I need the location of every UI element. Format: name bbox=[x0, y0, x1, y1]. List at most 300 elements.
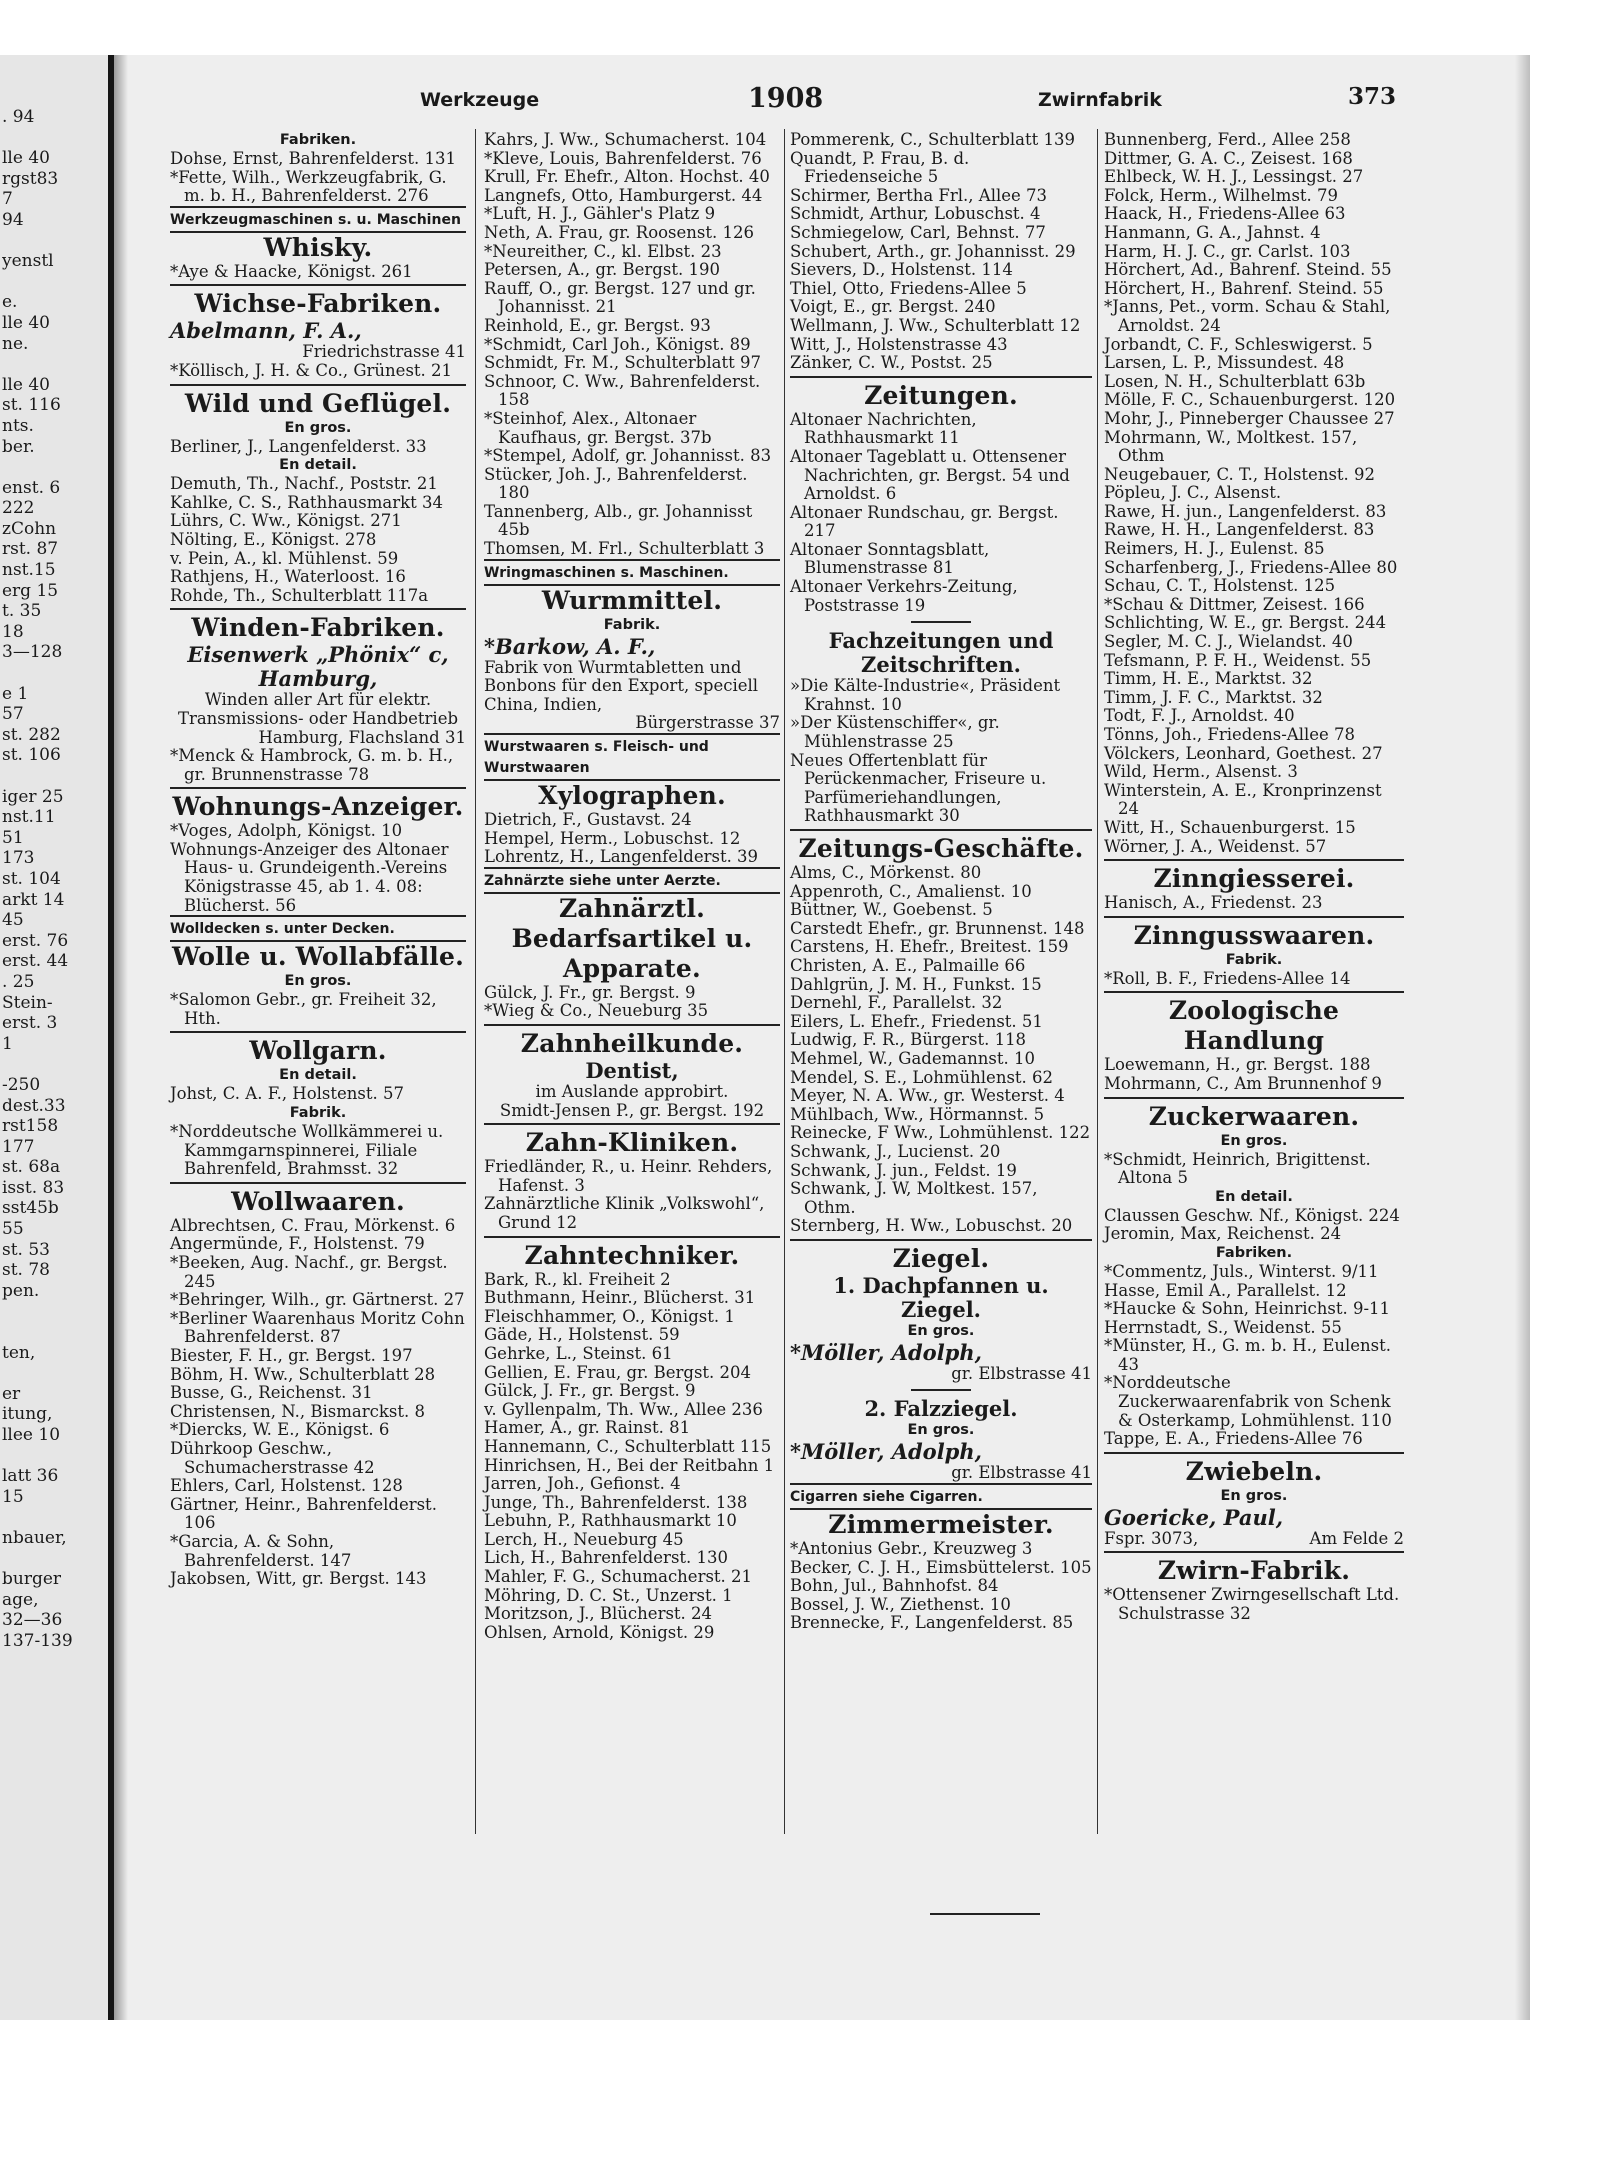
entry: Hörchert, Ad., Bahrenf. Steind. 55 bbox=[1104, 260, 1392, 280]
fragment-line: lle 40 bbox=[2, 148, 50, 169]
entry: Friedländer, R., u. Heinr. Rehders, Hafenst. 3 bbox=[484, 1157, 773, 1195]
fragment-line: erst. 76 bbox=[2, 930, 69, 951]
entry: Tönns, Joh., Friedens-Allee 78 bbox=[1104, 725, 1356, 744]
firm-address: Am Felde 2 bbox=[1309, 1528, 1404, 1548]
entry-list bbox=[484, 131, 780, 559]
entry: Loewemann, H., gr. Bergst. 188 bbox=[1104, 1055, 1371, 1075]
entry: *Voges, Adolph, Königst. 10 bbox=[170, 821, 403, 841]
entry: Hanisch, A., Friedenst. 23 bbox=[1104, 893, 1323, 913]
entry: Winterstein, A. E., Kronprinzenst 24 bbox=[1104, 780, 1382, 819]
entry: *Stempel, Adolf, gr. Johannisst. 83 bbox=[484, 446, 772, 466]
entry: Christensen, N., Bismarckst. 8 bbox=[170, 1401, 425, 1421]
short-rule bbox=[911, 1389, 971, 1391]
fragment-line bbox=[2, 231, 106, 252]
entry: Hempel, Herm., Lobuschst. 12 bbox=[484, 828, 741, 848]
page-edge-shadow bbox=[1515, 55, 1530, 2020]
subheading: En gros. bbox=[284, 973, 352, 990]
entry: Johst, C. A. F., Holstenst. 57 bbox=[170, 1084, 404, 1104]
fragment-line: . 25 bbox=[2, 971, 35, 992]
entry: Pommerenk, C., Schulterblatt 139 bbox=[790, 130, 1075, 149]
entry: Gäde, H., Holstenst. 59 bbox=[484, 1325, 680, 1345]
fragment-line: 3—128 bbox=[2, 642, 63, 663]
firm-address: gr. Elbstrasse 41 bbox=[951, 1363, 1092, 1383]
entry: *Fette, Wilh., Werkzeugfabrik, G. m. b. H., Bahrenfelderst. 276 bbox=[170, 167, 447, 206]
page-number: 373 bbox=[1348, 83, 1397, 110]
entry: *Haucke & Sohn, Heinrichst. 9-11 bbox=[1104, 1299, 1391, 1319]
entry: *Commentz, Juls., Winterst. 9/11 bbox=[1104, 1261, 1379, 1281]
firm-address: Friedrichstrasse 41 bbox=[302, 342, 466, 362]
entry: Altonaer Rundschau, gr. Bergst. 217 bbox=[790, 502, 1059, 541]
fragment-line: 1 bbox=[2, 1033, 13, 1054]
entry: Dohse, Ernst, Bahrenfelderst. 131 bbox=[170, 149, 456, 168]
entry-list bbox=[170, 150, 466, 206]
fragment-line: enst. 6 bbox=[2, 477, 61, 498]
section-rule bbox=[1104, 1551, 1404, 1553]
entry: Thiel, Otto, Friedens-Allee 5 bbox=[790, 278, 1027, 298]
fragment-line: lle 40 bbox=[2, 312, 50, 333]
entry: »Die Kälte-Industrie«, Präsident Krahnst. 10 bbox=[790, 676, 1061, 714]
entry: Hamer, A., gr. Rainst. 81 bbox=[484, 1418, 691, 1438]
entry: Todt, F. J., Arnoldst. 40 bbox=[1104, 706, 1295, 726]
header-year: 1908 bbox=[748, 83, 824, 114]
entry: Zänker, C. W., Postst. 25 bbox=[790, 353, 993, 373]
entry: Dittmer, G. A. C., Zeisest. 168 bbox=[1104, 148, 1353, 168]
entry: Bossel, J. W., Ziethenst. 10 bbox=[790, 1594, 1011, 1614]
subheading: Fabriken. bbox=[1215, 1244, 1293, 1261]
entry: *Garcia, A. & Sohn, Bahrenfelderst. 147 bbox=[170, 1531, 352, 1570]
fragment-line: 57 bbox=[2, 704, 24, 725]
entry: Schwank, J. W, Moltkest. 157, Othm. bbox=[790, 1179, 1038, 1217]
section-rule bbox=[484, 1123, 780, 1125]
entry: *Kleve, Louis, Bahrenfelderst. 76 bbox=[484, 148, 762, 168]
entry: Tefsmann, P. F. H., Weidenst. 55 bbox=[1104, 650, 1372, 670]
entry: Ehlers, Carl, Holstenst. 128 bbox=[170, 1476, 403, 1496]
firm-name: Abelmann, F. A., bbox=[170, 318, 362, 344]
ref-text: Cigarren siehe Cigarren. bbox=[790, 1489, 983, 1506]
section-rule bbox=[1104, 1097, 1404, 1099]
entry: Hannemann, C., Schulterblatt 115 bbox=[484, 1436, 772, 1456]
entry: Herrnstadt, S., Weidenst. 55 bbox=[1104, 1317, 1342, 1337]
entry: Berliner, J., Langenfelderst. 33 bbox=[170, 436, 427, 456]
entry: Schmidt, Fr. M., Schulterblatt 97 bbox=[484, 353, 761, 373]
section-title: Fachzeitungen und Zeitschriften. bbox=[828, 628, 1054, 678]
subheading: En gros. bbox=[907, 1422, 975, 1439]
fragment-line: 55 bbox=[2, 1219, 24, 1240]
firm-name: *Möller, Adolph, bbox=[790, 1439, 982, 1465]
fragment-line: 173 bbox=[2, 848, 35, 869]
entry: Scharfenberg, J., Friedens-Allee 80 bbox=[1104, 557, 1398, 577]
section-rule bbox=[170, 608, 466, 610]
section-title: Zahntechniker. bbox=[524, 1240, 740, 1270]
entry: *Menck & Hambrock, G. m. b. H., gr. Brunnenstrasse 78 bbox=[170, 746, 454, 784]
entry: Sternberg, H. Ww., Lobuschst. 20 bbox=[790, 1216, 1073, 1236]
entry: Bohn, Jul., Bahnhofst. 84 bbox=[790, 1576, 999, 1596]
firm-name: Eisenwerk „Phönix“ c, Hamburg, bbox=[187, 642, 449, 692]
section-title: Zahn-Kliniken. bbox=[525, 1128, 739, 1158]
section-title: Zwirn-Fabrik. bbox=[1157, 1556, 1351, 1586]
ref-text: Zahnärzte siehe unter Aerzte. bbox=[484, 872, 721, 889]
entry: Schmidt, Arthur, Lobuschst. 4 bbox=[790, 204, 1041, 224]
entry: *Köllisch, J. H. & Co., Grünest. 21 bbox=[170, 360, 453, 380]
entry: Timm, J. F. C., Marktst. 32 bbox=[1104, 687, 1323, 707]
section-title: Ziegel. bbox=[892, 1243, 990, 1273]
entry: Junge, Th., Bahrenfelderst. 138 bbox=[484, 1492, 748, 1512]
entry: Lebuhn, P., Rathhausmarkt 10 bbox=[484, 1511, 737, 1531]
entry: Gärtner, Heinr., Bahrenfelderst. 106 bbox=[170, 1494, 437, 1533]
column-rule bbox=[1097, 129, 1098, 1834]
section-title: Wolle u. Wollabfälle. bbox=[171, 942, 465, 972]
section-title: Zinngiesserei. bbox=[1153, 864, 1355, 894]
column-1 bbox=[170, 131, 466, 1589]
entry-list bbox=[484, 811, 780, 867]
column-3 bbox=[790, 131, 1092, 1633]
section-title: Wild und Geflügel. bbox=[184, 388, 452, 418]
entry: v. Pein, A., kl. Mühlenst. 59 bbox=[170, 548, 399, 568]
fragment-line: erg 15 bbox=[2, 580, 59, 601]
entry: Wellmann, J. Ww., Schulterblatt 12 bbox=[790, 315, 1081, 335]
entry: Hinrichsen, H., Bei der Reitbahn 1 bbox=[484, 1455, 775, 1475]
entry: Bunnenberg, Ferd., Allee 258 bbox=[1104, 130, 1351, 149]
fragment-line: st. 106 bbox=[2, 745, 61, 766]
fragment-line: er bbox=[2, 1383, 21, 1404]
fragment-line: 32—36 bbox=[2, 1610, 63, 1631]
fragment-line bbox=[2, 1301, 106, 1322]
subheading: En detail. bbox=[279, 457, 357, 474]
fragment-line: st. 104 bbox=[2, 868, 61, 889]
entry: Larsen, L. P., Missundest. 48 bbox=[1104, 353, 1345, 373]
subheading: En gros. bbox=[284, 419, 352, 436]
section-title: Winden-Fabriken. bbox=[191, 613, 445, 643]
entry: Brennecke, F., Langenfelderst. 85 bbox=[790, 1613, 1074, 1633]
entry: Reinecke, F Ww., Lohmühlenst. 122 bbox=[790, 1123, 1091, 1143]
entry: v. Gyllenpalm, Th. Ww., Allee 236 bbox=[484, 1399, 763, 1419]
fragment-line: dest.33 bbox=[2, 1095, 66, 1116]
entry: Dahlgrün, J. M. H., Funkst. 15 bbox=[790, 974, 1042, 994]
section-title: Zeitungs-Geschäfte. bbox=[798, 834, 1084, 863]
entry: Mendel, S. E., Lohmühlenst. 62 bbox=[790, 1067, 1054, 1087]
entry: Mühlbach, Ww., Hörmannst. 5 bbox=[790, 1104, 1045, 1124]
fragment-line: nst.11 bbox=[2, 807, 56, 828]
entry: Haack, H., Friedens-Allee 63 bbox=[1104, 204, 1346, 224]
running-header bbox=[170, 83, 1397, 123]
entry: Pöpleu, J. C., Alsenst. bbox=[1104, 483, 1282, 503]
entry: Angermünde, F., Holstenst. 79 bbox=[170, 1234, 425, 1254]
spine-shadow bbox=[114, 55, 128, 2020]
fragment-line: isst. 83 bbox=[2, 1177, 65, 1198]
subheading: En gros. bbox=[1220, 1132, 1288, 1149]
entry: Carstens, H. Ehefr., Breitest. 159 bbox=[790, 937, 1069, 957]
entry: Rathjens, H., Waterloost. 16 bbox=[170, 567, 406, 587]
entry: Hasse, Emil A., Parallelst. 12 bbox=[1104, 1280, 1347, 1300]
entry: Rauff, O., gr. Bergst. 127 und gr. Johannisst. 21 bbox=[484, 278, 756, 317]
fragment-line: ten, bbox=[2, 1342, 36, 1363]
fragment-line: t. 35 bbox=[2, 601, 42, 622]
entry-list bbox=[1104, 1056, 1404, 1093]
entry: Eilers, L. Ehefr., Friedenst. 51 bbox=[790, 1011, 1043, 1031]
subheading: En gros. bbox=[907, 1322, 975, 1339]
section-title: Zimmermeister. bbox=[828, 1510, 1054, 1540]
entry: Büttner, W., Goebenst. 5 bbox=[790, 900, 993, 920]
fragment-line: erst. 3 bbox=[2, 1013, 58, 1034]
entry: *Diercks, W. E., Königst. 6 bbox=[170, 1420, 390, 1440]
entry: Folck, Herm., Wilhelmst. 79 bbox=[1104, 185, 1339, 205]
entry: Ludwig, F. R., Bürgerst. 118 bbox=[790, 1030, 1027, 1050]
entry: Witt, J., Holstenstrasse 43 bbox=[790, 334, 1008, 354]
entry: Altonaer Tageblatt u. Ottensener Nachrichten, gr. Bergst. 54 und Arnoldst. 6 bbox=[790, 446, 1070, 504]
fragment-line bbox=[2, 272, 106, 293]
fragment-line: ber. bbox=[2, 436, 35, 457]
firm-name: *Möller, Adolph, bbox=[790, 1339, 982, 1365]
entry: *Berliner Waarenhaus Moritz Cohn Bahrenfelderst. 87 bbox=[170, 1308, 465, 1347]
subheading: Fabrik. bbox=[289, 1105, 347, 1122]
entry: *Janns, Pet., vorm. Schau & Stahl, Arnoldst. 24 bbox=[1104, 297, 1391, 335]
fragment-line: Stein- bbox=[2, 992, 53, 1013]
fragment-line bbox=[2, 663, 106, 684]
fragment-line: nts. bbox=[2, 415, 34, 436]
entry: *Luft, H. J., Gähler's Platz 9 bbox=[484, 204, 716, 224]
section-title: Wichse-Fabriken. bbox=[194, 289, 442, 319]
fragment-line: 15 bbox=[2, 1486, 24, 1507]
fragment-line: sst45b bbox=[2, 1198, 59, 1219]
section-title: Zoologische Handlung bbox=[1168, 996, 1340, 1056]
entry: Lich, H., Bahrenfelderst. 130 bbox=[484, 1548, 729, 1568]
fragment-line bbox=[2, 1446, 106, 1467]
column-rule bbox=[784, 129, 785, 1834]
entry: Sievers, D., Holstenst. 114 bbox=[790, 260, 1013, 280]
entry: Claussen Geschw. Nf., Königst. 224 bbox=[1104, 1205, 1400, 1225]
entry: Demuth, Th., Nachf., Poststr. 21 bbox=[170, 474, 438, 494]
fragment-line bbox=[2, 354, 106, 375]
entry: Schwank, J. jun., Feldst. 19 bbox=[790, 1160, 1017, 1180]
entry: Rawe, H. H., Langenfelderst. 83 bbox=[1104, 520, 1375, 540]
entry: Kahlke, C. S., Rathhausmarkt 34 bbox=[170, 492, 443, 512]
entry-list bbox=[484, 1271, 780, 1643]
fragment-line: rst158 bbox=[2, 1116, 59, 1137]
entry: *Salomon Gebr., gr. Freiheit 32, Hth. bbox=[170, 990, 437, 1028]
fragment-line: st. 282 bbox=[2, 724, 61, 745]
entry: Schmiegelow, Carl, Behnst. 77 bbox=[790, 222, 1046, 242]
entry: Altonaer Nachrichten, Rathhausmarkt 11 bbox=[790, 409, 977, 448]
footer-rule bbox=[930, 1913, 1040, 1915]
firm-address: gr. Elbstrasse 41 bbox=[951, 1463, 1092, 1483]
entry: Witt, H., Schauenburgerst. 15 bbox=[1104, 817, 1356, 837]
entry: Mahler, F. G., Schumacherst. 21 bbox=[484, 1567, 753, 1587]
entry: Neugebauer, C. T., Holstenst. 92 bbox=[1104, 464, 1376, 484]
section-rule bbox=[170, 1031, 466, 1033]
fragment-line: itung, bbox=[2, 1404, 53, 1425]
fragment-line: rst. 87 bbox=[2, 539, 59, 560]
entry: Schwank, J., Lucienst. 20 bbox=[790, 1141, 1001, 1161]
cross-reference bbox=[484, 733, 780, 781]
entry: Mohrmann, W., Moltkest. 157, Othm bbox=[1104, 427, 1358, 466]
entry: Gehrke, L., Steinst. 61 bbox=[484, 1343, 673, 1363]
cross-reference bbox=[484, 559, 780, 586]
entry: *Aye & Haacke, Königst. 261 bbox=[170, 261, 413, 281]
entry: Thomsen, M. Frl., Schulterblatt 3 bbox=[484, 539, 765, 559]
fragment-line: e. bbox=[2, 292, 18, 313]
entry-list bbox=[484, 984, 780, 1021]
fragment-line: yenstl bbox=[2, 251, 54, 272]
firm-name: Goericke, Paul, bbox=[1104, 1504, 1284, 1530]
fragment-line: st. 116 bbox=[2, 395, 61, 416]
entry: Albrechtsen, C. Frau, Mörkenst. 6 bbox=[170, 1215, 456, 1235]
entry: *Roll, B. F., Friedens-Allee 14 bbox=[1104, 968, 1351, 988]
fragment-line: erst. 44 bbox=[2, 951, 69, 972]
entry: Rohde, Th., Schulterblatt 117a bbox=[170, 585, 429, 605]
section-title: Wollgarn. bbox=[249, 1036, 387, 1066]
entry: Schirmer, Bertha Frl., Allee 73 bbox=[790, 185, 1048, 205]
fragment-line bbox=[2, 1322, 106, 1343]
entry: Tappe, E. A., Friedens-Allee 76 bbox=[1104, 1429, 1363, 1449]
fragment-line: arkt 14 bbox=[2, 889, 65, 910]
fragment-line: 94 bbox=[2, 209, 24, 230]
entry: Gellien, E. Frau, gr. Bergst. 204 bbox=[484, 1362, 752, 1382]
entry: Jarren, Joh., Gefionst. 4 bbox=[484, 1474, 681, 1494]
fragment-line: age, bbox=[2, 1589, 39, 1610]
section-title: Zahnärztl. Bedarfsartikel u. Apparate. bbox=[511, 893, 753, 983]
subheading: Fabriken. bbox=[279, 132, 357, 148]
fragment-line bbox=[2, 766, 106, 787]
section-rule bbox=[1104, 916, 1404, 918]
section-rule bbox=[790, 1239, 1092, 1241]
entry: Petersen, A., gr. Bergst. 190 bbox=[484, 260, 720, 280]
cross-reference bbox=[484, 867, 780, 894]
entry: Dietrich, F., Gustavst. 24 bbox=[484, 810, 692, 830]
previous-page-fragments bbox=[2, 107, 106, 1652]
fragment-line: 51 bbox=[2, 827, 24, 848]
section-rule bbox=[1104, 1452, 1404, 1454]
fragment-line bbox=[2, 1054, 106, 1075]
entry: Smidt-Jensen P., gr. Bergst. 192 bbox=[499, 1100, 765, 1120]
entry: Lohrentz, H., Langenfelderst. 39 bbox=[484, 847, 759, 867]
firm-text: im Auslande approbirt. bbox=[535, 1082, 729, 1101]
entry: *Behringer, Wilh., gr. Gärtnerst. 27 bbox=[170, 1290, 465, 1310]
entry: »Der Küstenschiffer«, gr. Mühlenstrasse 25 bbox=[790, 713, 1000, 752]
entry: Biester, F. H., gr. Bergst. 197 bbox=[170, 1345, 413, 1365]
fragment-line: st. 53 bbox=[2, 1239, 50, 1260]
entry: Harm, H. J. C., gr. Carlst. 103 bbox=[1104, 241, 1351, 261]
fragment-line: nst.15 bbox=[2, 560, 56, 581]
fragment-line: latt 36 bbox=[2, 1466, 59, 1487]
entry: Stücker, Joh. J., Bahrenfelderst. 180 bbox=[484, 464, 748, 503]
fragment-line: 45 bbox=[2, 910, 24, 931]
entry: Wild, Herm., Alsenst. 3 bbox=[1104, 762, 1298, 782]
section-title: Zuckerwaaren. bbox=[1148, 1101, 1360, 1131]
entry: Carstedt Ehefr., gr. Brunnenst. 148 bbox=[790, 918, 1085, 938]
entry: Möhring, D. C. St., Unzerst. 1 bbox=[484, 1585, 733, 1605]
entry: Dührkoop Geschw., Schumacherstrasse 42 bbox=[170, 1438, 375, 1477]
subheading: Fabrik. bbox=[1225, 951, 1283, 968]
entry: Rawe, H. jun., Langenfelderst. 83 bbox=[1104, 501, 1387, 521]
firm-phone: Fspr. 3073, bbox=[1104, 1528, 1199, 1548]
ref-text: Wringmaschinen s. Maschinen. bbox=[484, 564, 729, 581]
section-rule bbox=[170, 1182, 466, 1184]
subheading: Dentist, bbox=[585, 1058, 679, 1083]
firm-contact bbox=[1104, 1530, 1404, 1549]
entry: Christen, A. E., Palmaille 66 bbox=[790, 955, 1026, 975]
fragment-line: 7 bbox=[2, 189, 13, 210]
entry-list bbox=[1104, 131, 1404, 856]
entry: Bark, R., kl. Freiheit 2 bbox=[484, 1269, 671, 1289]
section-title: Zahnheilkunde. bbox=[520, 1029, 744, 1058]
header-right-keyword: Zwirnfabrik bbox=[1038, 89, 1162, 111]
section-rule bbox=[484, 1236, 780, 1238]
section-rule bbox=[170, 384, 466, 386]
ref-text: Wolldecken s. unter Decken. bbox=[170, 921, 395, 938]
entry: Lerch, H., Neueburg 45 bbox=[484, 1529, 684, 1549]
entry-list bbox=[170, 475, 466, 605]
entry-list bbox=[1104, 1207, 1404, 1244]
section-rule bbox=[484, 1024, 780, 1026]
entry: Jorbandt, C. F., Schleswigerst. 5 bbox=[1104, 334, 1373, 354]
entry: Böhm, H. Ww., Schulterblatt 28 bbox=[170, 1364, 436, 1384]
entry: Mohrmann, C., Am Brunnenhof 9 bbox=[1104, 1073, 1382, 1093]
entry: Busse, G., Reichenst. 31 bbox=[170, 1383, 373, 1403]
entry: Alms, C., Mörkenst. 80 bbox=[790, 863, 982, 882]
entry: Schubert, Arth., gr. Johannisst. 29 bbox=[790, 241, 1076, 261]
entry: *Münster, H., G. m. b. H., Eulenst. 43 bbox=[1104, 1336, 1392, 1374]
entry: Fleischhammer, O., Königst. 1 bbox=[484, 1306, 735, 1326]
section-rule bbox=[1104, 991, 1404, 993]
entry: Jakobsen, Witt, gr. Bergst. 143 bbox=[170, 1569, 427, 1589]
fragment-line: zCohn bbox=[2, 518, 57, 539]
fragment-line: iger 25 bbox=[2, 786, 64, 807]
section-title: Wollwaaren. bbox=[231, 1186, 405, 1216]
entry: Neth, A. Frau, gr. Roosenst. 126 bbox=[484, 222, 755, 242]
entry: Ohlsen, Arnold, Königst. 29 bbox=[484, 1622, 715, 1642]
entry: Gülck, J. Fr., gr. Bergst. 9 bbox=[484, 982, 696, 1002]
ref-text: Wurstwaaren s. Fleisch- und Wurstwaaren bbox=[484, 739, 709, 777]
entry: Losen, N. H., Schulterblatt 63b bbox=[1104, 371, 1366, 391]
entry: *Norddeutsche Wollkämmerei u. Kammgarnspinnerei, Filiale Bahrenfeld, Brahmsst. 32 bbox=[170, 1122, 444, 1179]
entry-list bbox=[170, 822, 466, 915]
entry: Moritzson, J., Blücherst. 24 bbox=[484, 1604, 713, 1624]
entry: *Ottensener Zwirngesellschaft Ltd. Schulstrasse 32 bbox=[1104, 1585, 1400, 1624]
entry: *Neureither, C., kl. Elbst. 23 bbox=[484, 241, 722, 261]
fragment-line: nbauer, bbox=[2, 1527, 67, 1548]
fragment-line bbox=[2, 1363, 106, 1384]
ref-text: Werkzeugmaschinen s. u. Maschinen bbox=[170, 211, 461, 228]
fragment-line: st. 68a bbox=[2, 1157, 61, 1178]
fragment-line: st. 78 bbox=[2, 1260, 50, 1281]
entry: Voigt, E., gr. Bergst. 240 bbox=[790, 297, 996, 317]
entry-list bbox=[170, 1217, 466, 1589]
fragment-line: burger bbox=[2, 1569, 62, 1590]
entry: Wörner, J. A., Weidenst. 57 bbox=[1104, 836, 1327, 856]
fragment-line: ne. bbox=[2, 333, 29, 354]
section-title: Wohnungs-Anzeiger. bbox=[172, 792, 464, 822]
fragment-line: e 1 bbox=[2, 683, 29, 704]
fragment-line: -250 bbox=[2, 1074, 41, 1095]
fragment-line: . 94 bbox=[2, 107, 35, 127]
section-rule bbox=[790, 376, 1092, 378]
entry: Gülck, J. Fr., gr. Bergst. 9 bbox=[484, 1381, 696, 1401]
scanned-page bbox=[0, 55, 1530, 2020]
entry: Altonaer Sonntagsblatt, Blumenstrasse 81 bbox=[790, 539, 990, 578]
firm-text: Fabrik von Wurmtabletten und Bonbons für den Export, speciell China, Indien, bbox=[484, 657, 759, 714]
entry: Becker, C. J. H., Eimsbüttelerst. 105 bbox=[790, 1557, 1092, 1577]
subheading: Fabrik. bbox=[603, 616, 661, 633]
fragment-line: 222 bbox=[2, 498, 35, 519]
entry: Nölting, E., Königst. 278 bbox=[170, 529, 377, 549]
entry: Quandt, P. Frau, B. d. Friedenseiche 5 bbox=[790, 148, 970, 187]
fragment-line: 137-139 bbox=[2, 1630, 73, 1651]
entry: *Wieg & Co., Neueburg 35 bbox=[484, 1001, 709, 1021]
entry: *Schmidt, Heinrich, Brigittenst. Altona 5 bbox=[1104, 1149, 1371, 1188]
entry: *Antonius Gebr., Kreuzweg 3 bbox=[790, 1539, 1033, 1559]
entry: Hanmann, G. A., Jahnst. 4 bbox=[1104, 222, 1321, 242]
fragment-line: llee 10 bbox=[2, 1425, 61, 1445]
